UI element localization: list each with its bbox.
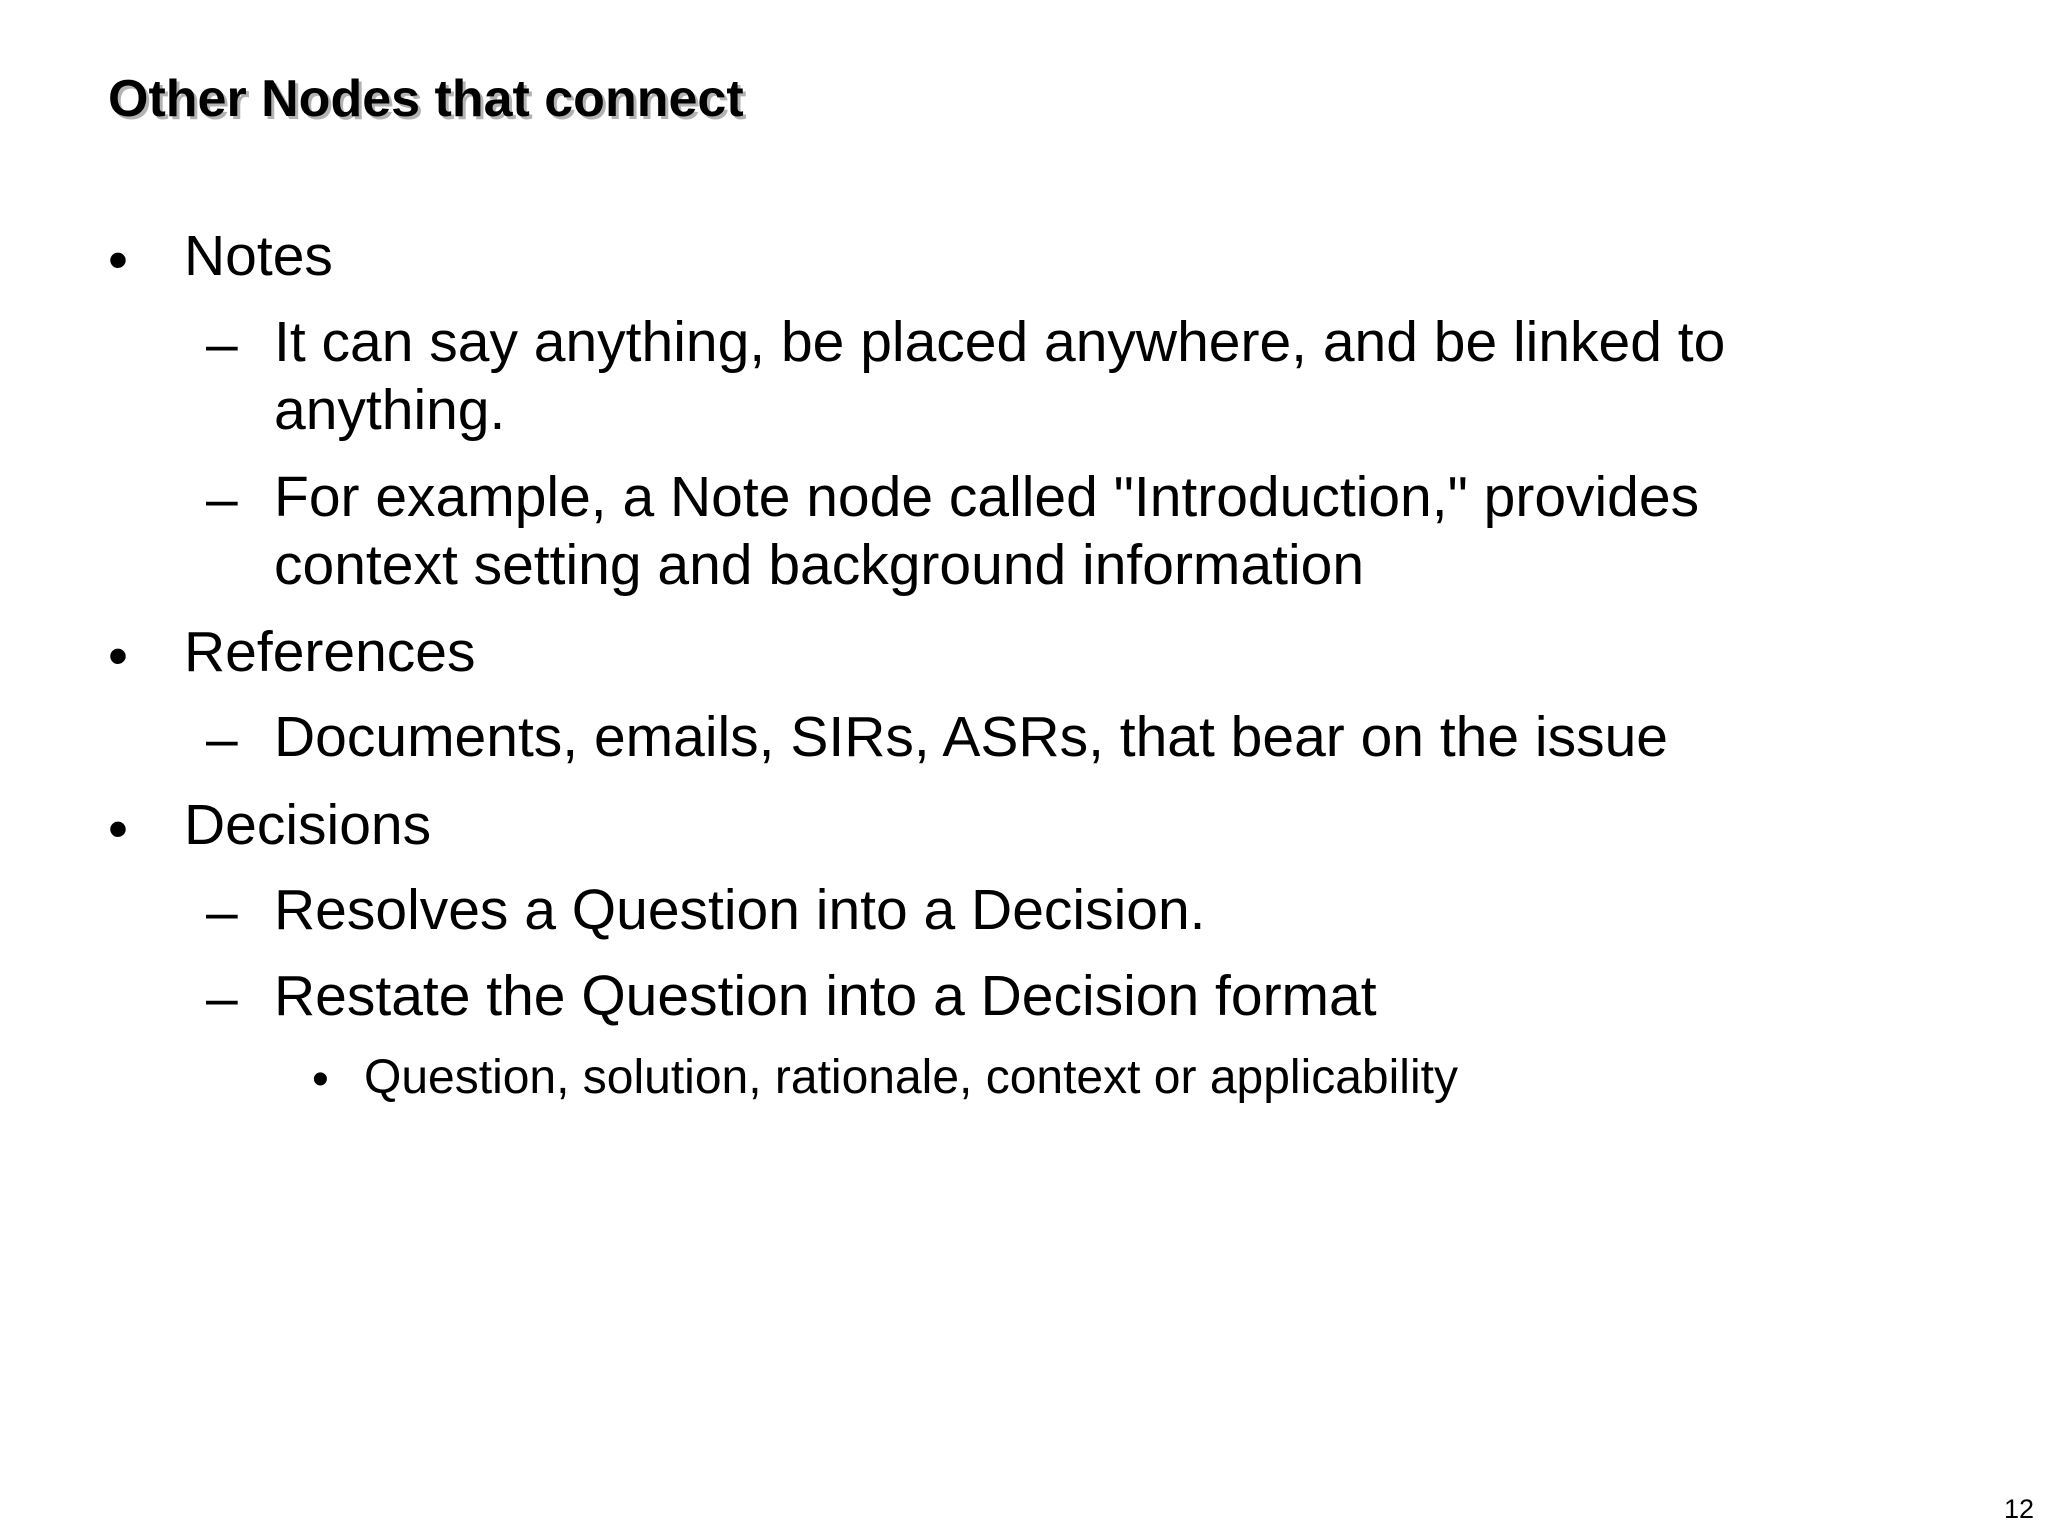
bullet-glyph: • bbox=[108, 624, 128, 688]
decisions-subitem-1: Question, solution, rationale, context or applicability bbox=[364, 1051, 1458, 1104]
sub-bullet-glyph: • bbox=[312, 1053, 329, 1106]
bullet-decisions: Decisions bbox=[184, 793, 432, 857]
notes-item-1-line-2: anything. bbox=[274, 378, 506, 442]
dash-glyph: – bbox=[206, 707, 238, 771]
decisions-item-1: Resolves a Question into a Decision. bbox=[274, 878, 1206, 942]
dash-glyph: – bbox=[206, 880, 238, 944]
dash-glyph: – bbox=[206, 467, 238, 531]
bullet-glyph: • bbox=[108, 228, 128, 292]
notes-item-1-line-1: It can say anything, be placed anywhere, and be linked to bbox=[274, 310, 1726, 374]
page-number: 12 bbox=[2003, 1494, 2034, 1524]
slide-title: Other Nodes that connect bbox=[108, 70, 744, 128]
references-item-1: Documents, emails, SIRs, ASRs, that bear on the issue bbox=[274, 705, 1668, 769]
bullet-references: References bbox=[184, 620, 476, 684]
bullet-glyph: • bbox=[108, 797, 128, 861]
notes-item-2-line-2: context setting and background information bbox=[274, 533, 1365, 597]
bullet-notes: Notes bbox=[184, 224, 333, 288]
dash-glyph: – bbox=[206, 312, 238, 376]
decisions-item-2: Restate the Question into a Decision format bbox=[274, 964, 1377, 1028]
dash-glyph: – bbox=[206, 966, 238, 1030]
notes-item-2-line-1: For example, a Note node called "Introduction," provides bbox=[274, 465, 1700, 529]
